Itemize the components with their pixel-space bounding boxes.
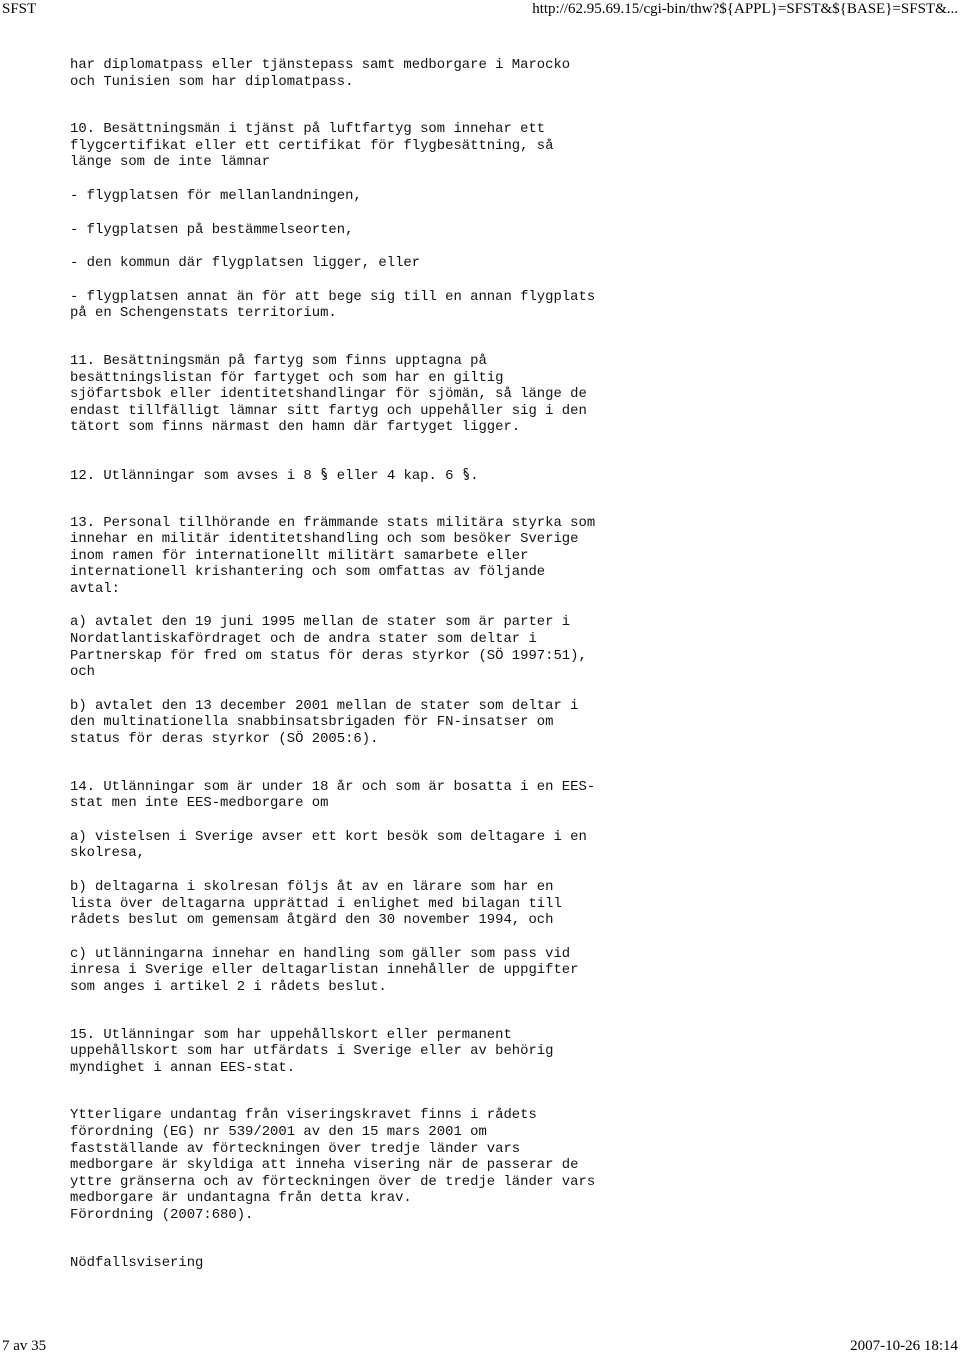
paragraph-14b bbox=[70, 879, 950, 929]
text-line: länge som de inte lämnar bbox=[70, 154, 271, 171]
text-line: besättningslistan för fartyget och som har en giltig bbox=[70, 369, 504, 386]
list-item-10b bbox=[70, 222, 950, 239]
text-line: - flygplatsen för mellanlandningen, bbox=[70, 187, 362, 204]
heading-text: Nödfallsvisering bbox=[70, 1254, 204, 1271]
text-line: fastställande av förteckningen över tredje länder vars bbox=[70, 1140, 521, 1157]
text-line: Partnerskap för fred om status för deras styrkor (SÖ 1997:51), bbox=[70, 647, 587, 664]
text-line: inom ramen för internationellt militärt samarbete eller bbox=[70, 547, 529, 564]
text-line: 10. Besättningsmän i tjänst på luftfartyg som innehar ett bbox=[70, 121, 546, 138]
text-line: inresa i Sverige eller deltagarlistan innehåller de uppgifter bbox=[70, 962, 579, 979]
text-line: 14. Utlänningar som är under 18 år och som är bosatta i en EES- bbox=[70, 778, 596, 795]
text-line: uppehållskort som har utfärdats i Sverige eller av behörig bbox=[70, 1043, 554, 1060]
text-line bbox=[70, 467, 950, 484]
text-line: den multinationella snabbinsatsbrigaden för FN-insatser om bbox=[70, 714, 554, 731]
print-timestamp: 2007-10-26 18:14 bbox=[850, 1338, 958, 1354]
text-line: 13. Personal tillhörande en främmande stats militära styrka som bbox=[70, 514, 596, 531]
text-fragment: . bbox=[470, 467, 479, 484]
text-line: medborgare är undantagna från detta krav. bbox=[70, 1190, 412, 1207]
paragraph-15 bbox=[70, 1027, 950, 1077]
list-item-10c bbox=[70, 255, 950, 272]
text-line: som anges i artikel 2 i rådets beslut. bbox=[70, 978, 387, 995]
text-fragment: eller 4 kap. 6 bbox=[328, 467, 462, 484]
list-item-10a bbox=[70, 188, 950, 205]
paragraph-intro bbox=[70, 57, 950, 90]
paragraph-additional-exceptions bbox=[70, 1107, 950, 1223]
text-line: avtal: bbox=[70, 580, 121, 597]
text-fragment: 12. Utlänningar som avses i 8 bbox=[70, 467, 321, 484]
print-footer bbox=[0, 1335, 960, 1354]
paragraph-14 bbox=[70, 779, 950, 812]
text-line: Förordning (2007:680). bbox=[70, 1206, 254, 1223]
document-body bbox=[70, 57, 950, 1271]
text-line: - flygplatsen på bestämmelseorten, bbox=[70, 221, 354, 238]
text-line: på en Schengenstats territorium. bbox=[70, 305, 337, 322]
paragraph-13a bbox=[70, 614, 950, 680]
paragraph-13b bbox=[70, 698, 950, 748]
text-line: Ytterligare undantag från viseringskravet finns i rådets bbox=[70, 1107, 537, 1124]
text-line: a) vistelsen i Sverige avser ett kort besök som deltagare i en bbox=[70, 828, 587, 845]
text-line: 15. Utlänningar som har uppehållskort eller permanent bbox=[70, 1026, 512, 1043]
paragraph-11 bbox=[70, 353, 950, 436]
text-line: - den kommun där flygplatsen ligger, eller bbox=[70, 255, 421, 272]
text-line: rådets beslut om gemensam åtgärd den 30 november 1994, och bbox=[70, 912, 554, 929]
text-line: och bbox=[70, 664, 96, 681]
text-line: 11. Besättningsmän på fartyg som finns upptagna på bbox=[70, 352, 487, 369]
text-line: - flygplatsen annat än för att bege sig till en annan flygplats bbox=[70, 288, 596, 305]
text-line: endast tillfälligt lämnar sitt fartyg och uppehåller sig i den bbox=[70, 402, 587, 419]
print-header bbox=[0, 0, 960, 22]
text-line: c) utlänningarna innehar en handling som gäller som pass vid bbox=[70, 945, 571, 962]
text-line: medborgare är skyldiga att inneha visering när de passerar de bbox=[70, 1157, 579, 1174]
text-line: sjöfartsbok eller identitetshandlingar för sjömän, så länge de bbox=[70, 386, 587, 403]
text-line: stat men inte EES-medborgare om bbox=[70, 795, 329, 812]
section-heading bbox=[70, 1255, 950, 1272]
text-line: internationell krishantering och som omfattas av följande bbox=[70, 564, 546, 581]
text-line: myndighet i annan EES-stat. bbox=[70, 1059, 296, 1076]
paragraph-14a bbox=[70, 829, 950, 862]
text-line: förordning (EG) nr 539/2001 av den 15 mars 2001 om bbox=[70, 1123, 487, 1140]
text-line: tätort som finns närmast den hamn där fartyget ligger. bbox=[70, 419, 521, 436]
paragraph-12 bbox=[70, 467, 950, 484]
section-sign-icon bbox=[462, 467, 470, 481]
header-title: SFST bbox=[2, 1, 37, 17]
text-line: och Tunisien som har diplomatpass. bbox=[70, 73, 354, 90]
text-line: a) avtalet den 19 juni 1995 mellan de stater som är parter i bbox=[70, 614, 571, 631]
text-line: b) deltagarna i skolresan följs åt av en lärare som har en bbox=[70, 879, 554, 895]
text-line: status för deras styrkor (SÖ 2005:6). bbox=[70, 731, 379, 748]
text-line: innehar en militär identitetshandling och som besöker Sverige bbox=[70, 531, 579, 548]
text-line: b) avtalet den 13 december 2001 mellan de stater som deltar i bbox=[70, 697, 579, 714]
text-line: yttre gränserna och av förteckningen över de tredje länder vars bbox=[70, 1173, 596, 1190]
page-number: 7 av 35 bbox=[2, 1338, 47, 1354]
paragraph-14c bbox=[70, 946, 950, 996]
list-item-10d bbox=[70, 289, 950, 322]
text-line: Nordatlantiskafördraget och de andra stater som deltar i bbox=[70, 631, 537, 648]
text-line: flygcertifikat eller ett certifikat för flygbesättning, så bbox=[70, 137, 554, 154]
text-line: skolresa, bbox=[70, 845, 146, 862]
paragraph-13 bbox=[70, 515, 950, 598]
text-line: har diplomatpass eller tjänstepass samt medborgare i Marocko bbox=[70, 57, 571, 73]
header-url: http://62.95.69.15/cgi-bin/thw?${APPL}=SFST&${BASE}=SFST&... bbox=[532, 1, 958, 17]
paragraph-10 bbox=[70, 121, 950, 171]
text-line: lista över deltagarna upprättad i enlighet med bilagan till bbox=[70, 895, 562, 912]
